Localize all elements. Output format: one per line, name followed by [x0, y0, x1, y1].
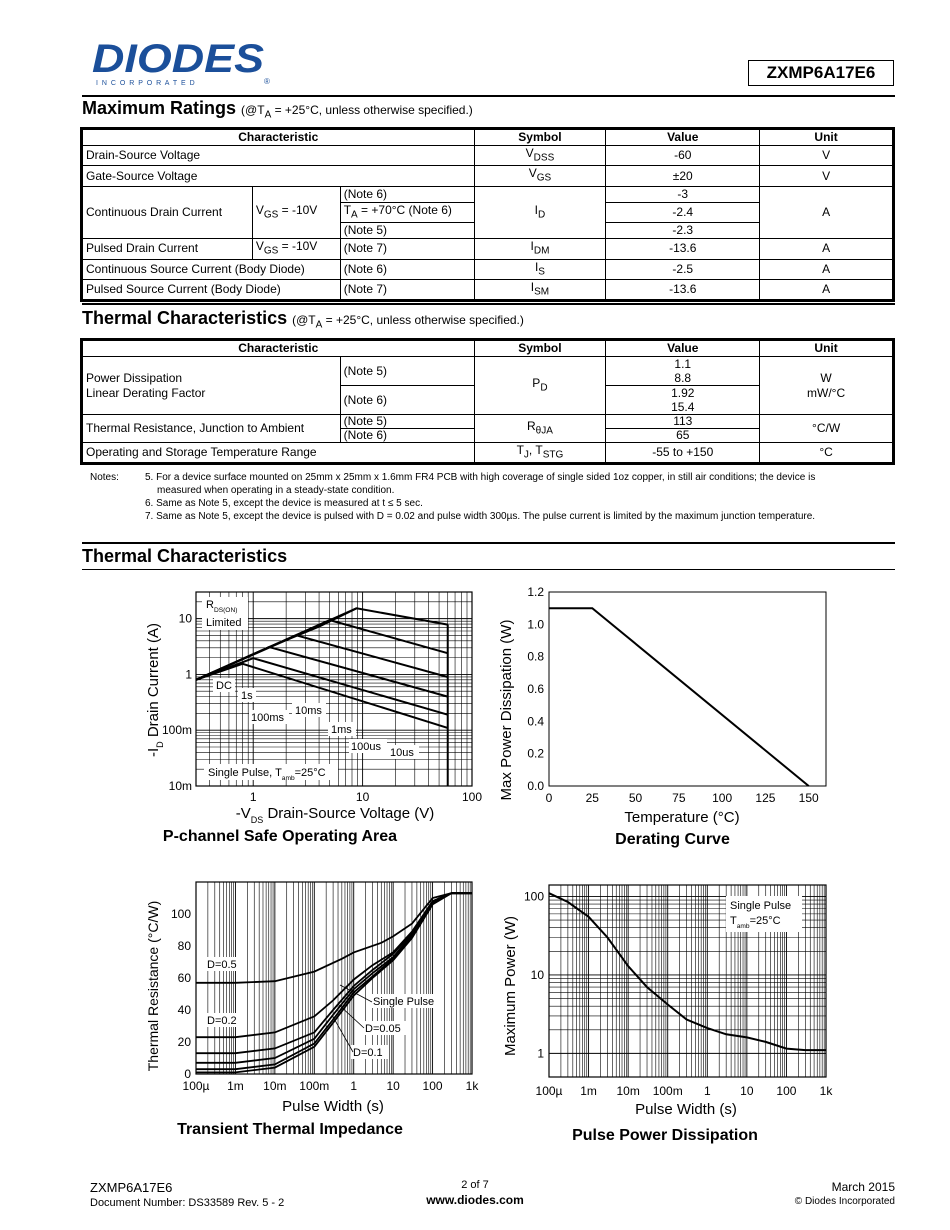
x-tick-label: 1 — [703, 1084, 711, 1098]
cell: A — [760, 186, 893, 238]
y-axis-label: Max Power Dissipation (W) — [498, 619, 515, 801]
cell: -55 to +150 — [606, 443, 760, 463]
cell: $T_A = +70^\circ C$ (Note 6) — [340, 202, 474, 222]
x-axis-label: Pulse Width (s) — [635, 1101, 737, 1118]
soa-title: P-channel Safe Operating Area — [162, 828, 398, 845]
y-tick-label: 1 — [537, 1046, 544, 1061]
cell: $I_{SM}$ — [474, 279, 606, 299]
soa-chart — [145, 592, 482, 825]
pulse-power-chart — [502, 885, 833, 1118]
cell: -13.6 — [606, 239, 760, 259]
cell: °C — [760, 443, 893, 463]
col-header: Characteristic — [83, 130, 475, 146]
y-axis-label: $-I_D$ Drain Current (A) — [145, 622, 165, 758]
footer-doc-number: Document Number: DS33589 Rev. 5 - 2 — [90, 1197, 285, 1209]
y-tick-label: 100 — [170, 907, 191, 921]
cell: -2.3 — [606, 223, 760, 239]
curve-label-dc: DC — [216, 680, 232, 692]
cell: Operating and Storage Temperature Range — [83, 443, 475, 463]
cell: Continuous Source Current (Body Diode) — [83, 259, 341, 279]
cell: -2.5 — [606, 259, 760, 279]
note-5-cont: measured when operating in a steady-state condition. — [157, 485, 395, 496]
cell: 1.92 15.4 — [606, 386, 760, 415]
cell: (Note 7) — [340, 279, 474, 299]
cell: V — [760, 146, 893, 166]
footer-page: 2 of 7 — [461, 1179, 489, 1191]
y-tick-label: 0.4 — [527, 714, 544, 729]
col-header: Value — [606, 341, 760, 357]
y-tick-label: 20 — [177, 1035, 191, 1049]
x-tick-label: 1 — [249, 790, 257, 804]
curve-label-10ms: 10ms — [295, 705, 322, 717]
col-header: Unit — [760, 341, 893, 357]
x-tick-label: 100µ — [535, 1084, 563, 1098]
x-tick-label: 10 — [740, 1084, 754, 1098]
logo-registered-mark: ® — [264, 77, 270, 86]
cell: A — [760, 239, 893, 259]
rds-limited-label: Limited — [206, 617, 242, 629]
footer-copyright: © Diodes Incorporated — [794, 1196, 895, 1207]
cell: -2.4 — [606, 202, 760, 222]
x-tick-label: 75 — [672, 791, 686, 805]
cell: $V_{GS} = -10V$ — [252, 239, 340, 259]
x-tick-label: 150 — [798, 791, 819, 805]
x-tick-label: 100 — [712, 791, 733, 805]
y-tick-label: 100 — [523, 889, 544, 904]
x-axis-label: Pulse Width (s) — [282, 1098, 384, 1115]
cell: Pulsed Drain Current — [83, 239, 253, 259]
derating-title: Derating Curve — [615, 831, 730, 848]
thermal-table-subtitle: ($@T_A = +25^\circ C$, unless otherwise specified.) — [292, 313, 524, 331]
cell: (Note 6) — [340, 429, 474, 443]
y-tick-label: 10 — [178, 611, 192, 626]
curve-label-100ms: 100ms — [251, 712, 285, 724]
y-tick-label: 60 — [177, 971, 191, 985]
y-tick-label: 0.6 — [527, 682, 544, 696]
x-tick-label: 10m — [263, 1079, 287, 1093]
thermal-table-title: Thermal Characteristics — [82, 308, 288, 328]
label-d005: D=0.05 — [365, 1023, 401, 1035]
cell: $P_D$ — [474, 357, 606, 415]
cell: (Note 5) — [340, 415, 474, 429]
x-tick-label: 1m — [227, 1079, 244, 1093]
x-tick-label: 100 — [776, 1084, 797, 1098]
footer-url[interactable]: www.diodes.com — [426, 1193, 524, 1207]
y-tick-label: 0 — [184, 1067, 191, 1081]
cell: 1.1 8.8 — [606, 357, 760, 386]
y-tick-label: 10m — [168, 779, 192, 793]
cell: -60 — [606, 146, 760, 166]
y-tick-label: 40 — [177, 1003, 191, 1017]
cell: (Note 6) — [340, 386, 474, 415]
x-tick-label: 100 — [422, 1079, 443, 1093]
cell: $R_{\theta JA}$ — [474, 415, 606, 443]
x-tick-label: 100m — [299, 1079, 330, 1093]
note-7: 7. Same as Note 5, except the device is pulsed with D = 0.02 and pulse width 300µs. The pulse current is limited by the maximum junction temperature. — [145, 511, 816, 522]
y-tick-label: 0.8 — [527, 649, 544, 664]
cell: $V_{DSS}$ — [474, 146, 606, 166]
max-ratings-title: Maximum Ratings — [82, 98, 237, 118]
col-header: Value — [606, 130, 760, 146]
y-axis-label: Maximum Power (W) — [502, 915, 519, 1057]
x-tick-label: 10m — [616, 1084, 640, 1098]
y-tick-label: 80 — [177, 939, 191, 953]
cell: -3 — [606, 186, 760, 202]
note-6: 6. Same as Note 5, except the device is measured at t ≤ 5 sec. — [145, 498, 423, 509]
curve-label-100us: 100us — [351, 741, 381, 753]
label-d01: D=0.1 — [353, 1047, 383, 1059]
x-axis-label: Temperature (°C) — [624, 809, 740, 826]
col-header: Characteristic — [83, 341, 475, 357]
curve-label-1ms: 1ms — [331, 724, 352, 736]
x-tick-label: 125 — [755, 791, 776, 805]
cell: $T_J$, $T_{STG}$ — [474, 443, 606, 463]
y-tick-label: 0.2 — [527, 746, 544, 761]
curve-label-10us: 10us — [390, 747, 414, 759]
graphs-heading: Thermal Characteristics — [82, 546, 288, 566]
derating-chart — [498, 585, 826, 826]
col-header: Unit — [760, 130, 893, 146]
y-tick-label: 1.0 — [527, 617, 544, 632]
cell: (Note 6) — [340, 259, 474, 279]
x-axis-label: $-V_{DS}$ Drain-Source Voltage (V) — [235, 805, 435, 825]
x-tick-label: 1 — [350, 1079, 358, 1093]
logo-text: DIODES — [92, 40, 265, 81]
y-tick-label: 0.0 — [527, 779, 544, 793]
cell: -13.6 — [606, 279, 760, 299]
label-single-pulse: Single Pulse — [373, 996, 435, 1008]
tti-title: Transient Thermal Impedance — [177, 1121, 403, 1138]
cell: 113 — [606, 415, 760, 429]
cell: A — [760, 259, 893, 279]
cell: $I_S$ — [474, 259, 606, 279]
cell: V — [760, 166, 893, 186]
x-tick-label: 100m — [652, 1084, 683, 1098]
cell: $V_{GS}$ — [474, 166, 606, 186]
part-number: ZXMP6A17E6 — [766, 63, 876, 82]
cell: Drain-Source Voltage — [83, 146, 475, 166]
curve-label-1s: 1s — [241, 690, 253, 702]
x-tick-label: 10 — [355, 790, 370, 804]
cell: (Note 7) — [340, 239, 474, 259]
cell: Pulsed Source Current (Body Diode) — [83, 279, 341, 299]
cell: (Note 6) — [340, 186, 474, 202]
note-5: 5. For a device surface mounted on 25mm x 25mm x 1.6mm FR4 PCB with high coverage of single sided 1oz copper, in still air conditions; the device is — [145, 472, 816, 483]
cell: A — [760, 279, 893, 299]
cell: (Note 5) — [340, 357, 474, 386]
cell: Power Dissipation Linear Derating Factor — [83, 357, 341, 415]
y-tick-label: 1 — [185, 667, 192, 682]
x-tick-label: 1m — [580, 1084, 597, 1098]
cell: $V_{GS} = -10V$ — [252, 186, 340, 238]
ppd-title: Pulse Power Dissipation — [572, 1127, 758, 1144]
cell: Gate-Source Voltage — [83, 166, 475, 186]
cell: Thermal Resistance, Junction to Ambient — [83, 415, 341, 443]
tamb-label: $T_{amb}=25^\circ C$ — [730, 915, 781, 930]
derating-line — [549, 608, 809, 786]
label-d05: D=0.5 — [207, 959, 237, 971]
transient-thermal-chart — [145, 882, 479, 1115]
cell: ±20 — [606, 166, 760, 186]
notes-label: Notes: — [90, 472, 119, 483]
cell: $I_D$ — [474, 186, 606, 238]
footer-date: March 2015 — [831, 1180, 895, 1194]
soa-curve — [196, 664, 448, 728]
x-tick-label: 1k — [465, 1079, 479, 1093]
y-axis-label: Thermal Resistance (°C/W) — [145, 900, 161, 1072]
col-header: Symbol — [474, 341, 606, 357]
rds-on-label: $R_{DS(ON)}$ — [206, 599, 238, 614]
cell: Continuous Drain Current — [83, 186, 253, 238]
cell: 65 — [606, 429, 760, 443]
y-tick-label: 10 — [530, 967, 544, 982]
y-tick-label: 1.2 — [527, 585, 544, 599]
logo-subtext: I N C O R P O R A T E D — [96, 80, 196, 87]
single-pulse-label: Single Pulse — [730, 900, 792, 912]
max-ratings-subtitle: ($@T_A = +25^\circ C$, unless otherwise specified.) — [241, 103, 473, 121]
single-pulse-label: Single Pulse, $T_{amb}=25^\circ C$ — [208, 767, 326, 782]
cell: W mW/°C — [760, 357, 893, 415]
plot-frame — [549, 592, 826, 786]
x-tick-label: 1k — [819, 1084, 833, 1098]
x-tick-label: 0 — [545, 791, 553, 805]
x-tick-label: 10 — [386, 1079, 400, 1093]
x-tick-label: 100 — [461, 790, 483, 804]
x-tick-label: 100µ — [182, 1079, 210, 1093]
footer-part: ZXMP6A17E6 — [90, 1180, 173, 1195]
col-header: Symbol — [474, 130, 606, 146]
cell: $I_{DM}$ — [474, 239, 606, 259]
label-d02: D=0.2 — [207, 1015, 237, 1027]
x-tick-label: 50 — [628, 791, 643, 805]
cell: °C/W — [760, 415, 893, 443]
cell: (Note 5) — [340, 223, 474, 239]
x-tick-label: 25 — [585, 791, 599, 805]
y-tick-label: 100m — [161, 723, 192, 738]
